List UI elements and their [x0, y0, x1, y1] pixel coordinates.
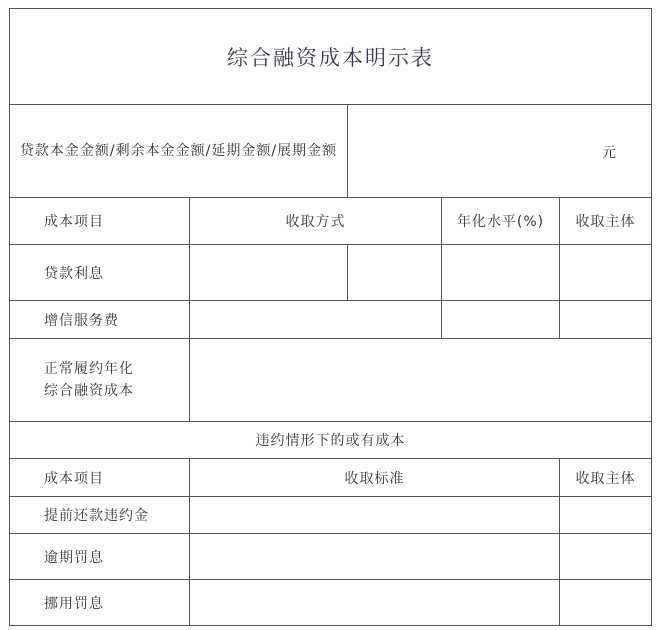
loan-amount-field[interactable]: [347, 104, 652, 198]
normal-total-cost-cell[interactable]: [189, 338, 652, 422]
prepayment-standard-cell[interactable]: [189, 496, 560, 534]
overdue-standard-cell[interactable]: [189, 533, 560, 580]
credit-fee-party-cell[interactable]: [559, 300, 652, 339]
default-section-title: 违约情形下的或有成本: [9, 421, 652, 459]
loan-interest-party-cell[interactable]: [559, 244, 652, 301]
default-header-standard: 收取标准: [189, 458, 560, 497]
loan-interest-rate-cell[interactable]: [441, 244, 560, 301]
default-header-party: 收取主体: [559, 458, 652, 497]
credit-fee-rate-cell[interactable]: [441, 300, 560, 339]
default-header-cost-item: 成本项目: [9, 458, 190, 497]
credit-fee-method-cell[interactable]: [189, 300, 442, 339]
row-label-loan-interest: 贷款利息: [9, 244, 190, 301]
row-label-misuse-penalty: 挪用罚息: [9, 579, 190, 626]
row-label-prepayment-penalty: 提前还款违约金: [9, 496, 190, 534]
overdue-party-cell[interactable]: [559, 533, 652, 580]
loan-interest-method-cell-2[interactable]: [347, 244, 442, 301]
loan-interest-method-cell-1[interactable]: [189, 244, 348, 301]
loan-amount-label: 贷款本金金额/剩余本金金额/延期金额/展期金额: [9, 104, 348, 198]
row-label-normal-total-cost: [9, 338, 190, 422]
row-label-overdue-penalty: 逾期罚息: [9, 533, 190, 580]
misuse-standard-cell[interactable]: [189, 579, 560, 626]
misuse-party-cell[interactable]: [559, 579, 652, 626]
loan-amount-unit: 元: [602, 145, 617, 161]
header-annual-rate: 年化水平(%): [441, 197, 560, 245]
header-charging-party: 收取主体: [559, 197, 652, 245]
header-cost-item: 成本项目: [9, 197, 190, 245]
normal-total-line-1: 正常履约年化: [44, 361, 134, 377]
table-title: 综合融资成本明示表: [9, 8, 652, 105]
header-charge-method: 收取方式: [189, 197, 442, 245]
prepayment-party-cell[interactable]: [559, 496, 652, 534]
normal-total-line-2: 综合融资成本: [44, 383, 134, 399]
row-label-credit-fee: 增信服务费: [9, 300, 190, 339]
